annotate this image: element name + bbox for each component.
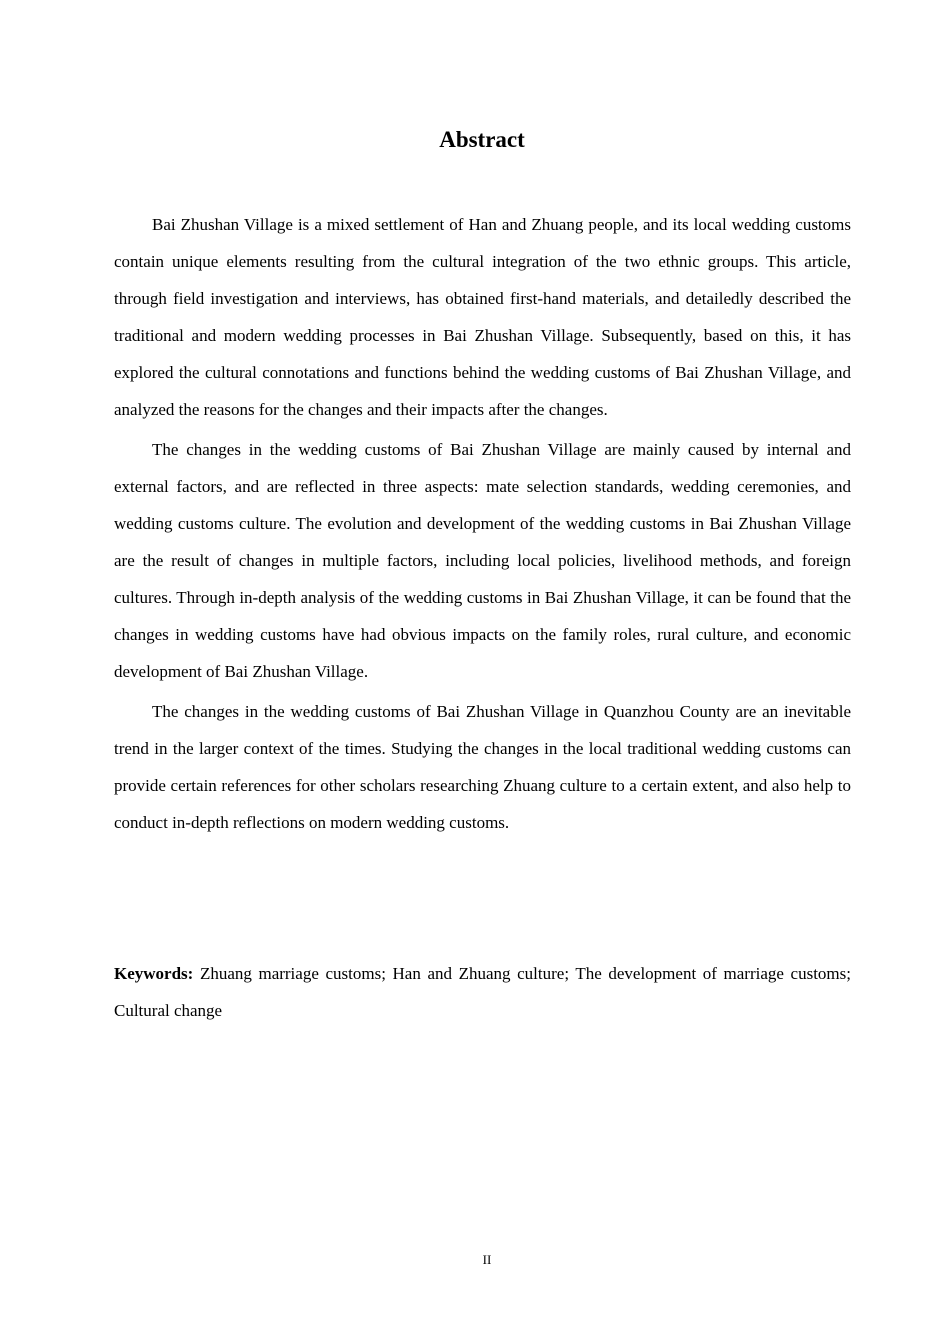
keywords-line <box>114 955 851 1029</box>
abstract-paragraph-2: The changes in the wedding customs of Bai Zhushan Village are mainly caused by internal and external factors, and are reflected in three aspects: mate selection standards, wedding ceremonies, and wedding customs culture. The evolution and development of the wedding customs in Bai Zhushan Village are the result of changes in multiple factors, including local policies, livelihood methods, and foreign cultures. Through in-depth analysis of the wedding customs in Bai Zhushan Village, it can be found that the changes in wedding customs have had obvious impacts on the family roles, rural culture, and economic development of Bai Zhushan Village. <box>114 440 851 681</box>
abstract-body <box>114 206 851 844</box>
abstract-paragraph-1: Bai Zhushan Village is a mixed settlement of Han and Zhuang people, and its local wedding customs contain unique elements resulting from the cultural integration of the two ethnic groups. This article, through field investigation and interviews, has obtained first-hand materials, and detailedly described the traditional and modern wedding processes in Bai Zhushan Village. Subsequently, based on this, it has explored the cultural connotations and functions behind the wedding customs of Bai Zhushan Village, and analyzed the reasons for the changes and their impacts after the changes. <box>114 215 851 419</box>
keywords-label: Keywords: <box>114 964 194 983</box>
abstract-paragraph-3: The changes in the wedding customs of Bai Zhushan Village in Quanzhou County are an inevitable trend in the larger context of the times. Studying the changes in the local traditional wedding customs can provide certain references for other scholars researching Zhuang culture to a certain extent, and also help to conduct in-depth reflections on modern wedding customs. <box>114 702 851 832</box>
keywords-text: Zhuang marriage customs; Han and Zhuang culture; The development of marriage customs; Cultural change <box>114 964 851 1020</box>
abstract-heading: Abstract <box>439 127 525 152</box>
page-number: II <box>482 1252 492 1267</box>
